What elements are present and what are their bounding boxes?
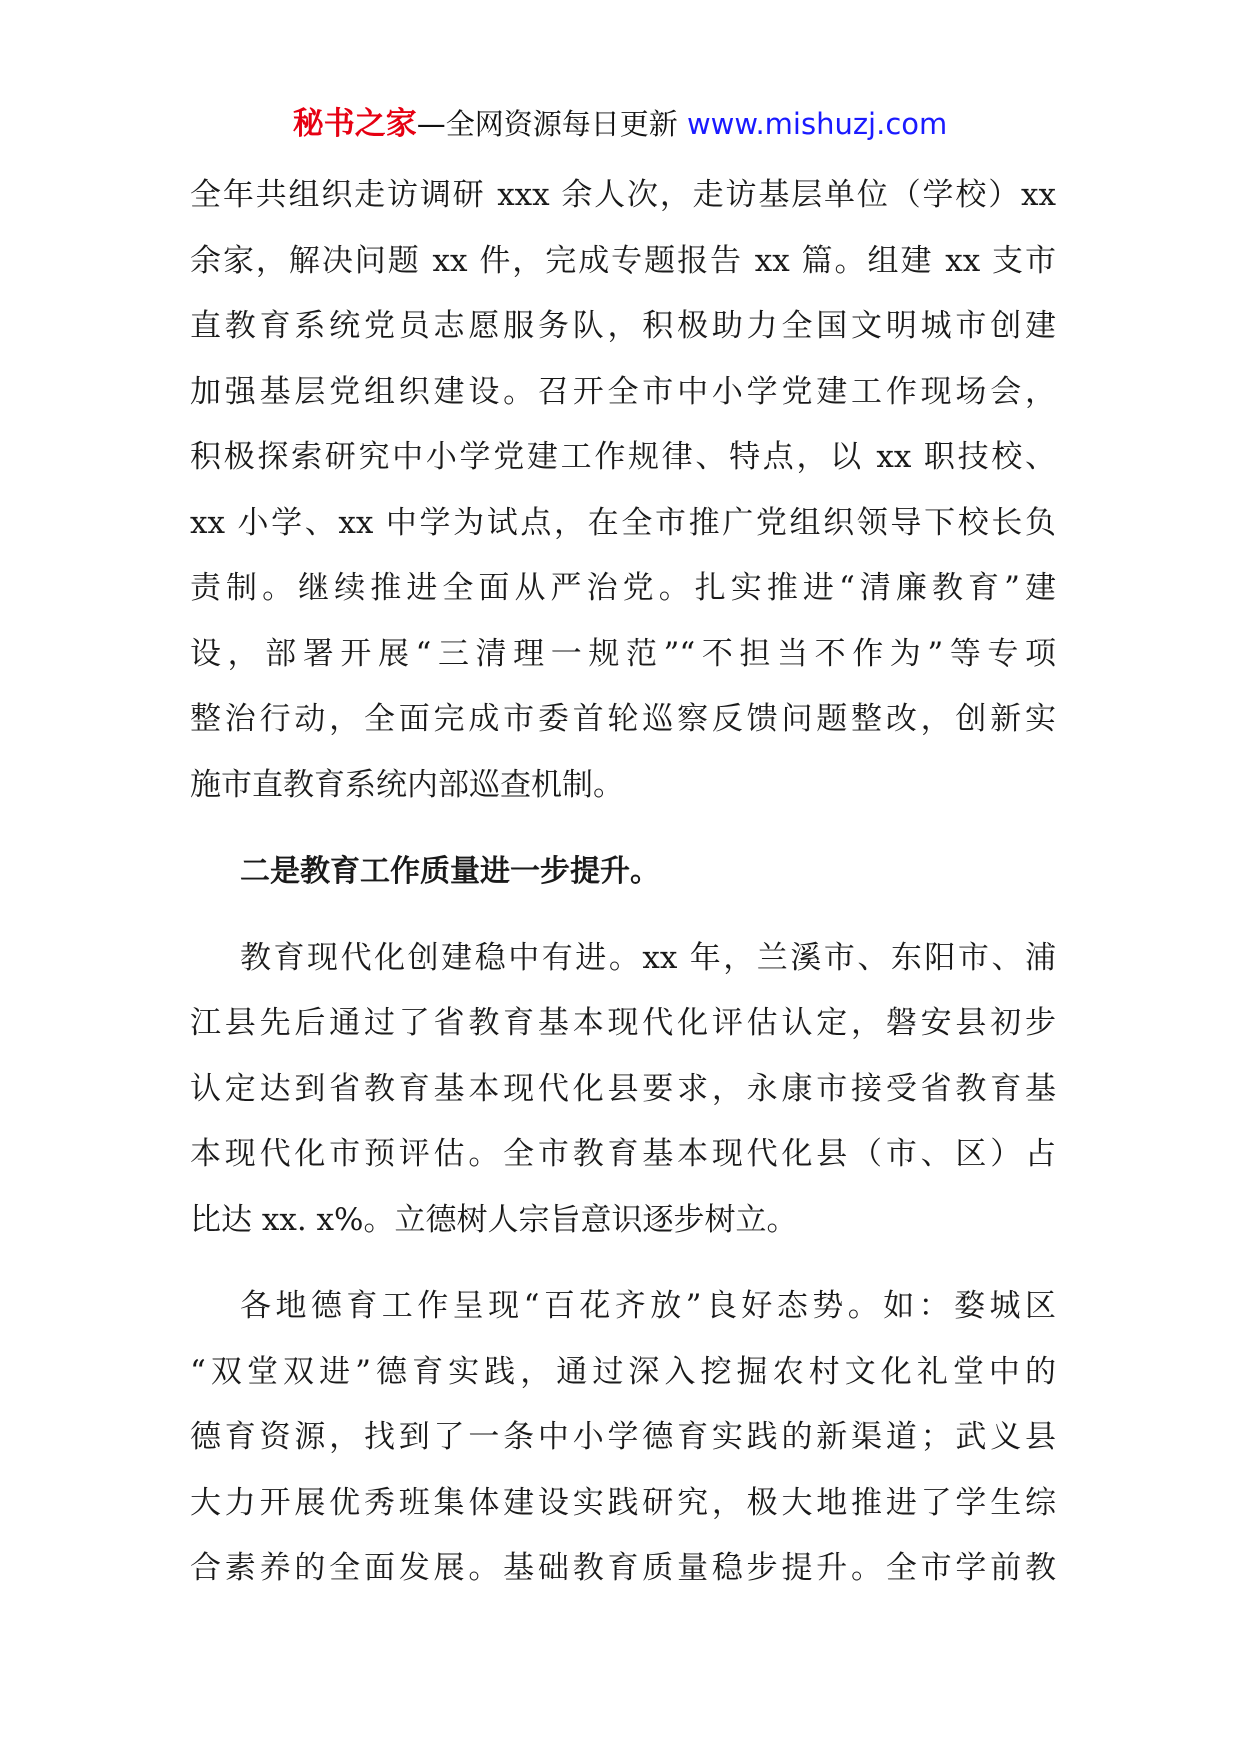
text-line: “双堂双进”德育实践，通过深入挖掘农村文化礼堂中的 [190, 1353, 1056, 1390]
text-line: 德育资源，找到了一条中小学德育实践的新渠道；武义县 [190, 1419, 1056, 1455]
text-line: 责制。继续推进全面从严治党。扎实推进“清廉教育”建 [190, 570, 1056, 606]
paragraph-moral-education [190, 1274, 1056, 1602]
text-line: 各地德育工作呈现“百花齐放”良好态势。如：婺城区 [240, 1288, 1056, 1324]
text-line: 余家，解决问题 xx 件，完成专题报告 xx 篇。组建 xx 支市 [190, 242, 1056, 279]
text-line: 本现代化市预评估。全市教育基本现代化县（市、区）占 [190, 1136, 1056, 1172]
text-line: 积极探索研究中小学党建工作规律、特点，以 xx 职技校、 [190, 439, 1056, 475]
banner-tagline: —全网资源每日更新 [416, 107, 678, 141]
text-line: 全年共组织走访调研 xxx 余人次，走访基层单位（学校）xx [190, 177, 1056, 213]
paragraph-party-building [190, 163, 1056, 818]
brand-name: 秘书之家 [292, 106, 417, 142]
text-line: 大力开展优秀班集体建设实践研究，极大地推进了学生综 [190, 1484, 1056, 1521]
text-line: 比达 xx. x%。立德树人宗旨意识逐步树立。 [190, 1201, 798, 1238]
text-line: 江县先后通过了省教育基本现代化评估认定，磐安县初步 [190, 1005, 1056, 1041]
section-heading: 二是教育工作质量进一步提升。 [240, 854, 660, 889]
text-line: 直教育系统党员志愿服务队，积极助力全国文明城市创建 [190, 308, 1056, 344]
text-line: 整治行动，全面完成市委首轮巡察反馈问题整改，创新实 [190, 701, 1056, 737]
text-line: 加强基层党组织建设。召开全市中小学党建工作现场会， [190, 373, 1056, 410]
site-url-link[interactable]: www.mishuzj.com [686, 107, 948, 141]
text-line: 认定达到省教育基本现代化县要求，永康市接受省教育基 [190, 1070, 1056, 1107]
text-line: 施市直教育系统内部巡查机制。 [190, 766, 624, 803]
paragraph-modernization [190, 926, 1056, 1254]
document-body [190, 163, 1056, 1602]
text-line: 合素养的全面发展。基础教育质量稳步提升。全市学前教 [190, 1550, 1056, 1586]
site-banner [0, 100, 1240, 148]
text-line: xx 小学、xx 中学为试点，在全市推广党组织领导下校长负 [190, 504, 1056, 541]
text-line: 设，部署开展“三清理一规范”“不担当不作为”等专项 [190, 635, 1056, 672]
text-line: 教育现代化创建稳中有进。xx 年，兰溪市、东阳市、浦 [240, 939, 1056, 976]
